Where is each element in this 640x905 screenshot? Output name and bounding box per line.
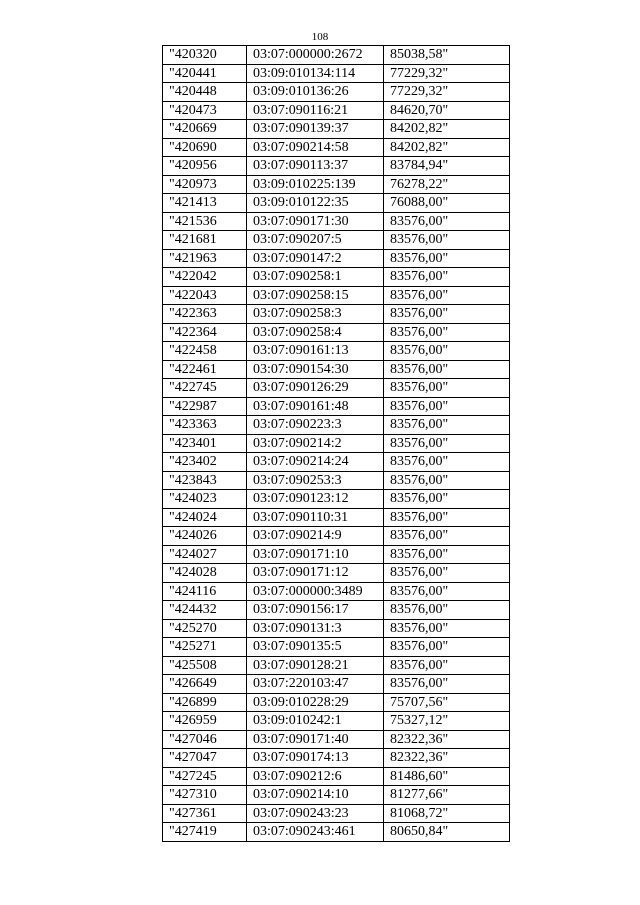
record-id-cell: "424116 bbox=[163, 582, 247, 601]
value-cell: 84202,82" bbox=[384, 138, 510, 157]
cadastral-number-cell: 03:07:090174:13 bbox=[247, 749, 384, 768]
value-cell: 83576,00" bbox=[384, 434, 510, 453]
cadastral-number-cell: 03:07:090171:40 bbox=[247, 730, 384, 749]
table-row bbox=[163, 693, 510, 712]
data-table bbox=[162, 45, 510, 842]
cadastral-number-cell: 03:09:010134:114 bbox=[247, 64, 384, 83]
table-row bbox=[163, 786, 510, 805]
value-cell: 83576,00" bbox=[384, 601, 510, 620]
value-cell: 83576,00" bbox=[384, 508, 510, 527]
table-row bbox=[163, 175, 510, 194]
table-row bbox=[163, 545, 510, 564]
value-cell: 83576,00" bbox=[384, 582, 510, 601]
cadastral-number-cell: 03:07:090128:21 bbox=[247, 656, 384, 675]
cadastral-number-cell: 03:07:090110:31 bbox=[247, 508, 384, 527]
record-id-cell: "426899 bbox=[163, 693, 247, 712]
value-cell: 83576,00" bbox=[384, 453, 510, 472]
record-id-cell: "423402 bbox=[163, 453, 247, 472]
cadastral-number-cell: 03:07:090223:3 bbox=[247, 416, 384, 435]
table-row bbox=[163, 64, 510, 83]
record-id-cell: "420320 bbox=[163, 46, 247, 65]
record-id-cell: "422363 bbox=[163, 305, 247, 324]
record-id-cell: "422042 bbox=[163, 268, 247, 287]
table-row bbox=[163, 286, 510, 305]
record-id-cell: "424024 bbox=[163, 508, 247, 527]
value-cell: 83576,00" bbox=[384, 490, 510, 509]
value-cell: 83576,00" bbox=[384, 656, 510, 675]
cadastral-number-cell: 03:07:000000:3489 bbox=[247, 582, 384, 601]
record-id-cell: "424027 bbox=[163, 545, 247, 564]
value-cell: 82322,36" bbox=[384, 730, 510, 749]
table-row bbox=[163, 101, 510, 120]
table-row bbox=[163, 508, 510, 527]
cadastral-number-cell: 03:07:090116:21 bbox=[247, 101, 384, 120]
value-cell: 83576,00" bbox=[384, 416, 510, 435]
record-id-cell: "421413 bbox=[163, 194, 247, 213]
table-row bbox=[163, 823, 510, 842]
value-cell: 83576,00" bbox=[384, 675, 510, 694]
record-id-cell: "424026 bbox=[163, 527, 247, 546]
table-row bbox=[163, 656, 510, 675]
table-row bbox=[163, 471, 510, 490]
record-id-cell: "421963 bbox=[163, 249, 247, 268]
value-cell: 75327,12" bbox=[384, 712, 510, 731]
value-cell: 83576,00" bbox=[384, 305, 510, 324]
cadastral-number-cell: 03:07:090258:1 bbox=[247, 268, 384, 287]
value-cell: 83576,00" bbox=[384, 619, 510, 638]
value-cell: 77229,32" bbox=[384, 64, 510, 83]
table-row bbox=[163, 305, 510, 324]
cadastral-number-cell: 03:07:090212:6 bbox=[247, 767, 384, 786]
table-row bbox=[163, 767, 510, 786]
table-row bbox=[163, 490, 510, 509]
value-cell: 83576,00" bbox=[384, 286, 510, 305]
cadastral-number-cell: 03:07:220103:47 bbox=[247, 675, 384, 694]
value-cell: 75707,56" bbox=[384, 693, 510, 712]
record-id-cell: "423363 bbox=[163, 416, 247, 435]
cadastral-number-cell: 03:07:090147:2 bbox=[247, 249, 384, 268]
value-cell: 81277,66" bbox=[384, 786, 510, 805]
table-body bbox=[163, 46, 510, 842]
table-row bbox=[163, 730, 510, 749]
value-cell: 85038,58" bbox=[384, 46, 510, 65]
record-id-cell: "425508 bbox=[163, 656, 247, 675]
record-id-cell: "427361 bbox=[163, 804, 247, 823]
value-cell: 83576,00" bbox=[384, 342, 510, 361]
record-id-cell: "422043 bbox=[163, 286, 247, 305]
record-id-cell: "427245 bbox=[163, 767, 247, 786]
table-row bbox=[163, 453, 510, 472]
record-id-cell: "422364 bbox=[163, 323, 247, 342]
table-row bbox=[163, 360, 510, 379]
record-id-cell: "427419 bbox=[163, 823, 247, 842]
value-cell: 83784,94" bbox=[384, 157, 510, 176]
value-cell: 84620,70" bbox=[384, 101, 510, 120]
table-row bbox=[163, 804, 510, 823]
record-id-cell: "420473 bbox=[163, 101, 247, 120]
value-cell: 80650,84" bbox=[384, 823, 510, 842]
table-row bbox=[163, 194, 510, 213]
record-id-cell: "422745 bbox=[163, 379, 247, 398]
table-row bbox=[163, 582, 510, 601]
cadastral-number-cell: 03:09:010228:29 bbox=[247, 693, 384, 712]
cadastral-number-cell: 03:07:090131:3 bbox=[247, 619, 384, 638]
cadastral-number-cell: 03:07:090243:23 bbox=[247, 804, 384, 823]
table-row bbox=[163, 434, 510, 453]
value-cell: 83576,00" bbox=[384, 545, 510, 564]
record-id-cell: "421681 bbox=[163, 231, 247, 250]
table-row bbox=[163, 83, 510, 102]
table-row bbox=[163, 416, 510, 435]
table-row bbox=[163, 712, 510, 731]
record-id-cell: "420690 bbox=[163, 138, 247, 157]
value-cell: 83576,00" bbox=[384, 527, 510, 546]
record-id-cell: "423843 bbox=[163, 471, 247, 490]
cadastral-number-cell: 03:09:010225:139 bbox=[247, 175, 384, 194]
cadastral-number-cell: 03:07:090171:10 bbox=[247, 545, 384, 564]
cadastral-number-cell: 03:07:090214:58 bbox=[247, 138, 384, 157]
cadastral-number-cell: 03:07:090258:3 bbox=[247, 305, 384, 324]
cadastral-number-cell: 03:07:090171:12 bbox=[247, 564, 384, 583]
cadastral-number-cell: 03:07:000000:2672 bbox=[247, 46, 384, 65]
record-id-cell: "420441 bbox=[163, 64, 247, 83]
record-id-cell: "424028 bbox=[163, 564, 247, 583]
cadastral-number-cell: 03:07:090113:37 bbox=[247, 157, 384, 176]
value-cell: 83576,00" bbox=[384, 249, 510, 268]
record-id-cell: "420956 bbox=[163, 157, 247, 176]
cadastral-number-cell: 03:09:010136:26 bbox=[247, 83, 384, 102]
value-cell: 83576,00" bbox=[384, 471, 510, 490]
cadastral-number-cell: 03:07:090258:4 bbox=[247, 323, 384, 342]
table-row bbox=[163, 619, 510, 638]
record-id-cell: "425271 bbox=[163, 638, 247, 657]
table-row bbox=[163, 268, 510, 287]
table-row bbox=[163, 120, 510, 139]
cadastral-number-cell: 03:07:090135:5 bbox=[247, 638, 384, 657]
cadastral-number-cell: 03:07:090123:12 bbox=[247, 490, 384, 509]
cadastral-number-cell: 03:07:090243:461 bbox=[247, 823, 384, 842]
record-id-cell: "422987 bbox=[163, 397, 247, 416]
value-cell: 83576,00" bbox=[384, 379, 510, 398]
record-id-cell: "422461 bbox=[163, 360, 247, 379]
table-row bbox=[163, 231, 510, 250]
table-row bbox=[163, 157, 510, 176]
record-id-cell: "425270 bbox=[163, 619, 247, 638]
value-cell: 83576,00" bbox=[384, 638, 510, 657]
record-id-cell: "420973 bbox=[163, 175, 247, 194]
table-row bbox=[163, 138, 510, 157]
value-cell: 83576,00" bbox=[384, 212, 510, 231]
table-row bbox=[163, 323, 510, 342]
table-row bbox=[163, 527, 510, 546]
table-row bbox=[163, 749, 510, 768]
record-id-cell: "420448 bbox=[163, 83, 247, 102]
record-id-cell: "427046 bbox=[163, 730, 247, 749]
value-cell: 83576,00" bbox=[384, 231, 510, 250]
cadastral-number-cell: 03:09:010242:1 bbox=[247, 712, 384, 731]
cadastral-number-cell: 03:07:090214:2 bbox=[247, 434, 384, 453]
record-id-cell: "420669 bbox=[163, 120, 247, 139]
cadastral-number-cell: 03:07:090253:3 bbox=[247, 471, 384, 490]
cadastral-number-cell: 03:07:090207:5 bbox=[247, 231, 384, 250]
cadastral-number-cell: 03:07:090161:48 bbox=[247, 397, 384, 416]
record-id-cell: "427310 bbox=[163, 786, 247, 805]
record-id-cell: "426649 bbox=[163, 675, 247, 694]
value-cell: 83576,00" bbox=[384, 268, 510, 287]
record-id-cell: "424432 bbox=[163, 601, 247, 620]
table-row bbox=[163, 46, 510, 65]
table-row bbox=[163, 397, 510, 416]
value-cell: 83576,00" bbox=[384, 397, 510, 416]
page-number: 108 bbox=[311, 31, 329, 43]
value-cell: 76278,22" bbox=[384, 175, 510, 194]
table-row bbox=[163, 212, 510, 231]
table-row bbox=[163, 675, 510, 694]
cadastral-number-cell: 03:07:090154:30 bbox=[247, 360, 384, 379]
cadastral-number-cell: 03:09:010122:35 bbox=[247, 194, 384, 213]
value-cell: 83576,00" bbox=[384, 323, 510, 342]
table-row bbox=[163, 249, 510, 268]
value-cell: 83576,00" bbox=[384, 564, 510, 583]
table-row bbox=[163, 379, 510, 398]
record-id-cell: "426959 bbox=[163, 712, 247, 731]
cadastral-number-cell: 03:07:090126:29 bbox=[247, 379, 384, 398]
table-row bbox=[163, 601, 510, 620]
cadastral-number-cell: 03:07:090171:30 bbox=[247, 212, 384, 231]
value-cell: 83576,00" bbox=[384, 360, 510, 379]
cadastral-number-cell: 03:07:090214:10 bbox=[247, 786, 384, 805]
value-cell: 76088,00" bbox=[384, 194, 510, 213]
record-id-cell: "421536 bbox=[163, 212, 247, 231]
record-id-cell: "424023 bbox=[163, 490, 247, 509]
cadastral-number-cell: 03:07:090258:15 bbox=[247, 286, 384, 305]
record-id-cell: "422458 bbox=[163, 342, 247, 361]
table-row bbox=[163, 342, 510, 361]
record-id-cell: "423401 bbox=[163, 434, 247, 453]
cadastral-number-cell: 03:07:090161:13 bbox=[247, 342, 384, 361]
record-id-cell: "427047 bbox=[163, 749, 247, 768]
value-cell: 82322,36" bbox=[384, 749, 510, 768]
value-cell: 84202,82" bbox=[384, 120, 510, 139]
value-cell: 81486,60" bbox=[384, 767, 510, 786]
cadastral-number-cell: 03:07:090214:24 bbox=[247, 453, 384, 472]
cadastral-number-cell: 03:07:090139:37 bbox=[247, 120, 384, 139]
cadastral-number-cell: 03:07:090156:17 bbox=[247, 601, 384, 620]
table-row bbox=[163, 638, 510, 657]
value-cell: 81068,72" bbox=[384, 804, 510, 823]
cadastral-number-cell: 03:07:090214:9 bbox=[247, 527, 384, 546]
table-row bbox=[163, 564, 510, 583]
value-cell: 77229,32" bbox=[384, 83, 510, 102]
